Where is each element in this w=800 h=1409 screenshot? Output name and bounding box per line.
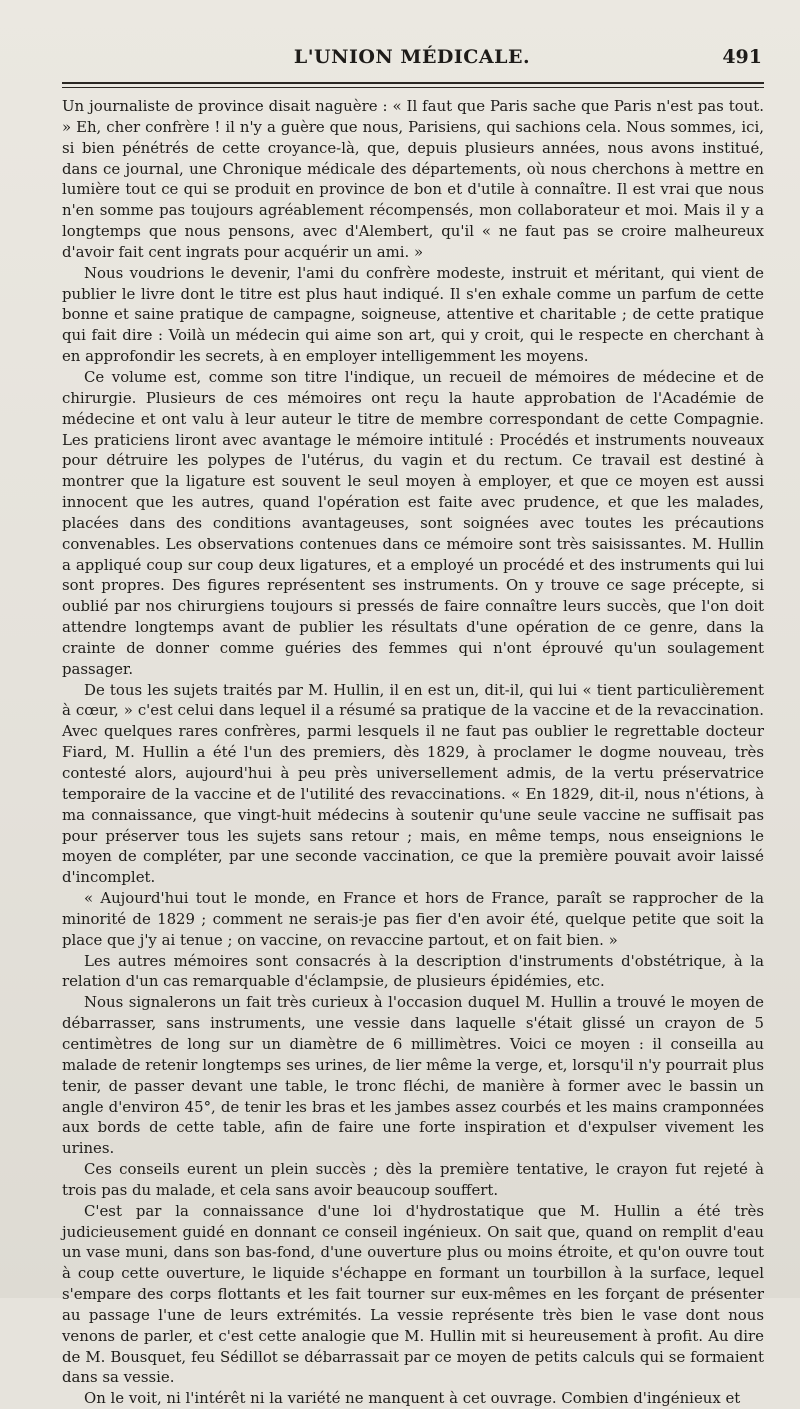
paragraph: Ces conseils eurent un plein succès ; dès la première tentative, le crayon fut rejeté à trois pas du malade, et cela sans avoir beaucoup souffert. bbox=[62, 1160, 764, 1199]
running-title: L'UNION MÉDICALE. bbox=[293, 46, 531, 68]
paragraph: Nous voudrions le devenir, l'ami du confrère modeste, instruit et méritant, qui vient de publier le livre dont le titre est plus haut indiqué. Il s'en exhale comme un parfum de cette bonne et saine pratique de campagne, soigneuse, attentive et charitable ; de cette pratique qui fait dire : Voilà un médecin qui aime son art, qui y croit, qui le respecte en cherchant à en approfondir les secrets, à en employer intelligemment les moyens. bbox=[62, 263, 764, 366]
paragraph: Ce volume est, comme son titre l'indique, un recueil de mémoires de médecine et de chirurgie. Plusieurs de ces mémoires ont reçu la haute approbation de l'Académie de médecine et ont valu à leur auteur le titre de membre correspondant de cette Compagnie. Les praticiens liront avec avantage le mémoire intitulé : Procédés et instruments nouveaux pour détruire les polypes de l'utérus, du vagin et du rectum. Ce travail est destiné à montrer que la ligature est souvent le seul moyen à employer, et que ce moyen est aussi innocent que les autres, quand l'opération est faite avec prudence, et que les malades, placées dans des conditions avantageuses, sont soignées avec toutes les précautions convenables. Les observations contenues dans ce mémoire sont très saisissantes. M. Hullin a appliqué coup sur coup deux ligatures, et a employé un procédé et des instruments qui lui sont propres. Des figures représentent ses instruments. On y trouve ce sage précepte, si oublié par nos chirurgiens toujours si pressés de faire connaître leurs succès, que l'on doit attendre longtemps avant de publier les résultats d'une opération de ce genre, dans la crainte de donner comme guéries des femmes qui n'ont éprouvé qu'un soulagement passager. bbox=[62, 367, 764, 678]
paragraph: Les autres mémoires sont consacrés à la description d'instruments d'obstétrique, à la relation d'un cas remarquable d'éclampsie, de plusieurs épidémies, etc. bbox=[62, 951, 764, 991]
paragraph: On le voit, ni l'intérêt ni la variété ne manquent à cet ouvrage. Combien d'ingénieux et bbox=[84, 1389, 741, 1408]
article-body bbox=[62, 96, 764, 1409]
header-rule bbox=[62, 82, 764, 84]
paragraph: Nous signalerons un fait très curieux à l'occasion duquel M. Hullin a trouvé le moyen de débarrasser, sans instruments, une vessie dans laquelle s'était glissé un crayon de 5 centimètres de long sur un diamètre de 6 millimètres. Voici ce moyen : il conseilla au malade de retenir longtemps ses urines, de lier même la verge, et, lorsqu'il n'y pourrait plus tenir, de passer devant une table, le tronc fléchi, de manière à former avec le bassin un angle d'environ 45°, de tenir les bras et les jambes assez courbés et les mains cramponnées aux bords de cette table, afin de faire une forte inspiration et d'expulser vivement les urines. bbox=[62, 993, 764, 1158]
page-header bbox=[62, 46, 762, 74]
header-rule-thin bbox=[62, 87, 764, 88]
page-number: 491 bbox=[722, 46, 762, 68]
paragraph: C'est par la connaissance d'une loi d'hydrostatique que M. Hullin a été très judicieusement guidé en donnant ce conseil ingénieux. On sait que, quand on remplit d'eau un vase muni, dans son bas-fond, d'une ouverture plus ou moins étroite, et qu'on ouvre tout à coup cette ouverture, le liquide s'échappe en formant un tourbillon à la surface, lequel s'empare des corps flottants et les fait tourner sur eux-mêmes en les forçant de présenter au passage l'une de leurs extrémités. La vessie représente très bien le vase dont nous venons de parler, et c'est cette analogie que M. Hullin mit si heureusement à profit. Au dire de M. Bousquet, feu Sédillot se débarrassait par ce moyen de petits calculs qui se formaient dans sa vessie. bbox=[62, 1201, 764, 1387]
paragraph: Un journaliste de province disait naguère : « Il faut que Paris sache que Paris n'est pas tout. » Eh, cher confrère ! il n'y a guère que nous, Parisiens, qui sachions cela. Nous sommes, ici, si bien pénétrés de cette croyance-là, que, depuis plusieurs années, nous avons institué, dans ce journal, une Chronique médicale des départements, où nous cherchons à mettre en lumière tout ce qui se produit en province de bon et d'utile à connaître. Il est vrai que nous n'en somme pas toujours agréablement récompensés, mon collaborateur et moi. Mais il y a longtemps que nous pensons, avec d'Alembert, qu'il « ne faut pas se croire malheureux d'avoir fait cent ingrats pour acquérir un ami. » bbox=[62, 97, 764, 261]
paragraph: De tous les sujets traités par M. Hullin, il en est un, dit-il, qui lui « tient particulièrement à cœur, » c'est celui dans lequel il a résumé sa pratique de la vaccine et de la revaccination. Avec quelques rares confrères, parmi lesquels il ne faut pas oublier le regrettable docteur Fiard, M. Hullin a été l'un des premiers, dès 1829, à proclamer le dogme nouveau, très contesté alors, aujourd'hui à peu près universellement admis, de la vertu préservatrice temporaire de la vaccine et de l'utilité des revaccinations. « En 1829, dit-il, nous n'étions, à ma connaissance, que vingt-huit médecins à soutenir qu'une seule vaccine ne suffisait pas pour préserver tous les sujets sans retour ; mais, en même temps, nous enseignions le moyen de compléter, par une seconde vaccination, ce que la première pouvait avoir laissé d'incomplet. bbox=[62, 680, 764, 887]
paragraph: « Aujourd'hui tout le monde, en France et hors de France, paraît se rapprocher de la minorité de 1829 ; comment ne serais-je pas fier d'en avoir été, quelque petite que soit la place que j'y ai tenue ; on vaccine, on revaccine partout, et on fait bien. » bbox=[62, 889, 764, 949]
